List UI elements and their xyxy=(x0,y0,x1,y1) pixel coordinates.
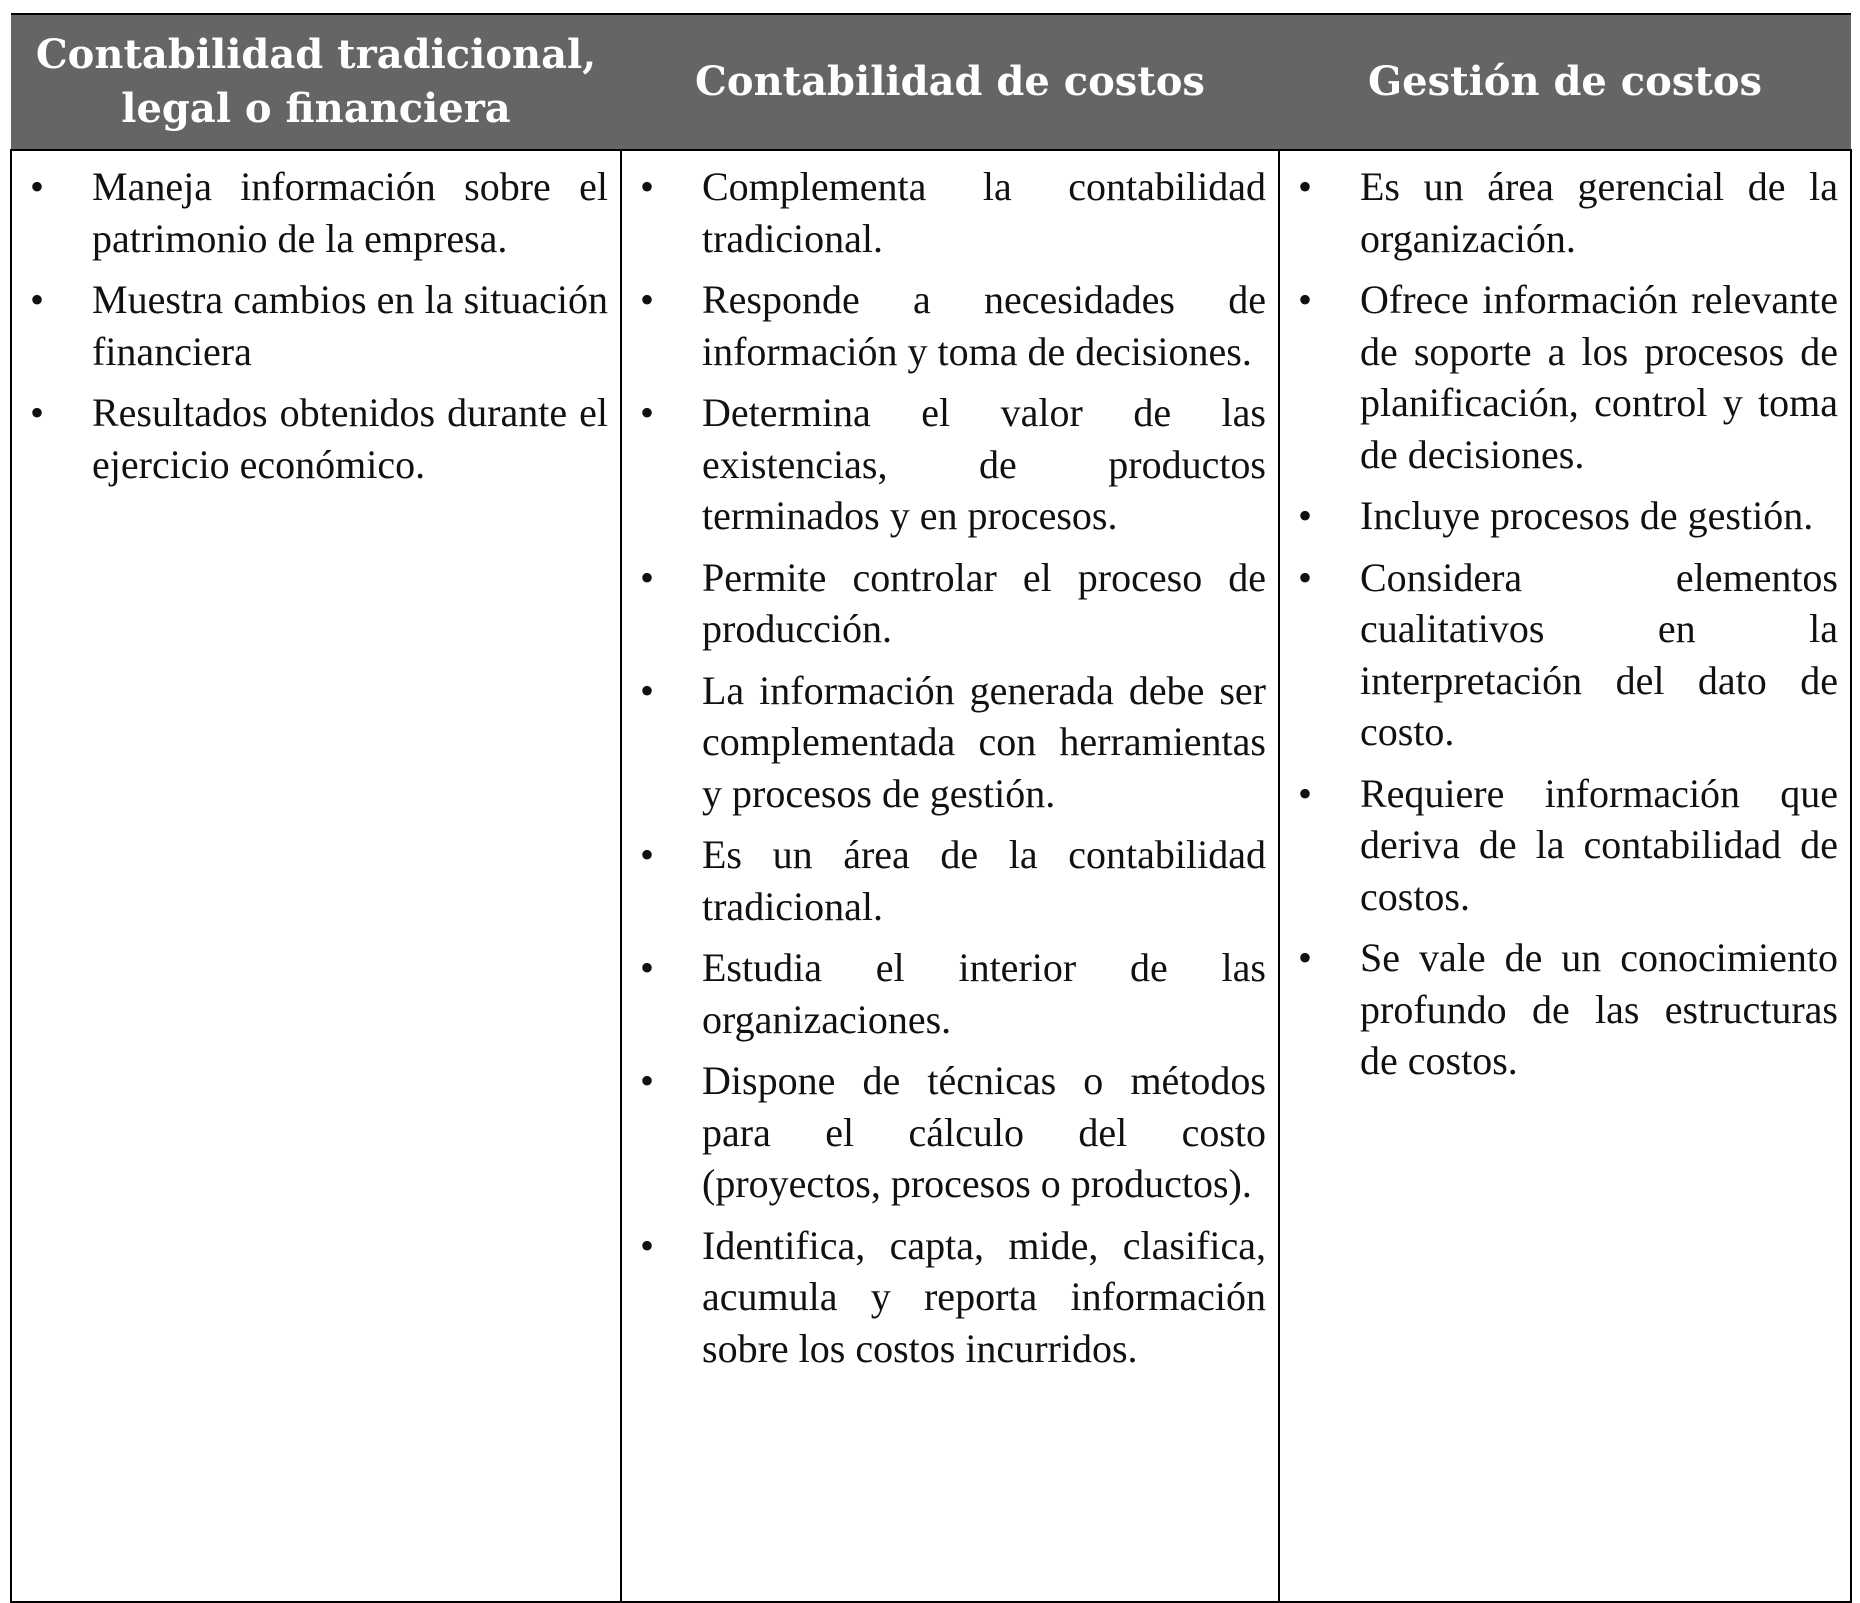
list-item: • Estudia el interior de las organizaciones. xyxy=(634,942,1266,1045)
bullet-icon: • xyxy=(30,390,45,435)
bullet-icon: • xyxy=(640,164,655,209)
bullet-list xyxy=(634,161,1266,1374)
header-contabilidad-tradicional: Contabilidad tradicional, legal o financiera xyxy=(11,14,621,150)
list-item: • Considera elementos cualitativos en la interpretación del dato de costo. xyxy=(1292,552,1838,758)
bullet-icon: • xyxy=(640,1222,655,1268)
bullet-icon: • xyxy=(640,832,655,877)
bullet-list xyxy=(24,161,608,490)
list-item: • Complementa la contabilidad tradicional. xyxy=(634,161,1266,264)
column-gestion-costos xyxy=(1279,150,1851,1602)
list-item: • Requiere información que deriva de la contabilidad de costos. xyxy=(1292,768,1838,923)
list-item: • Responde a necesidades de información y toma de decisiones. xyxy=(634,274,1266,377)
list-item: • Es un área gerencial de la organización. xyxy=(1292,161,1838,264)
header-contabilidad-costos: Contabilidad de costos xyxy=(621,14,1279,150)
column-contabilidad-costos xyxy=(621,150,1279,1602)
bullet-icon: • xyxy=(30,277,45,322)
bullet-icon: • xyxy=(640,945,655,990)
list-item: • Muestra cambios en la situación financiera xyxy=(24,274,608,377)
bullet-icon: • xyxy=(1298,164,1313,209)
list-item: • Identifica, capta, mide, clasifica, acumula y reporta información sobre los costos incurridos. xyxy=(634,1220,1266,1375)
comparison-table-container xyxy=(10,13,1850,1603)
bullet-list xyxy=(1292,161,1838,1087)
bullet-icon: • xyxy=(640,390,655,435)
bullet-icon: • xyxy=(1298,935,1313,980)
header-row xyxy=(11,14,1851,150)
bullet-icon: • xyxy=(1298,554,1313,600)
bullet-icon: • xyxy=(1298,277,1313,322)
comparison-table xyxy=(10,13,1852,1603)
list-item: • Es un área de la contabilidad tradicional. xyxy=(634,829,1266,932)
content-row xyxy=(11,150,1851,1602)
bullet-icon: • xyxy=(640,667,655,713)
list-item: • Maneja información sobre el patrimonio de la empresa. xyxy=(24,161,608,264)
bullet-icon: • xyxy=(30,164,45,209)
list-item: • Se vale de un conocimiento profundo de las estructuras de costos. xyxy=(1292,932,1838,1087)
list-item: • La información generada debe ser complementada con herramientas y procesos de gestión. xyxy=(634,665,1266,820)
bullet-icon: • xyxy=(640,277,655,322)
list-item: • Dispone de técnicas o métodos para el cálculo del costo (proyectos, procesos o productos). xyxy=(634,1055,1266,1210)
list-item: • Incluye procesos de gestión. xyxy=(1292,490,1838,542)
list-item: • Ofrece información relevante de soporte a los procesos de planificación, control y toma de decisiones. xyxy=(1292,274,1838,480)
list-item: • Resultados obtenidos durante el ejercicio económico. xyxy=(24,387,608,490)
bullet-icon: • xyxy=(640,554,655,600)
bullet-icon: • xyxy=(640,1058,655,1103)
list-item: • Permite controlar el proceso de producción. xyxy=(634,552,1266,655)
bullet-icon: • xyxy=(1298,770,1313,816)
list-item: • Determina el valor de las existencias, de productos terminados y en procesos. xyxy=(634,387,1266,542)
bullet-icon: • xyxy=(1298,493,1313,538)
column-contabilidad-tradicional xyxy=(11,150,621,1602)
header-gestion-costos: Gestión de costos xyxy=(1279,14,1851,150)
